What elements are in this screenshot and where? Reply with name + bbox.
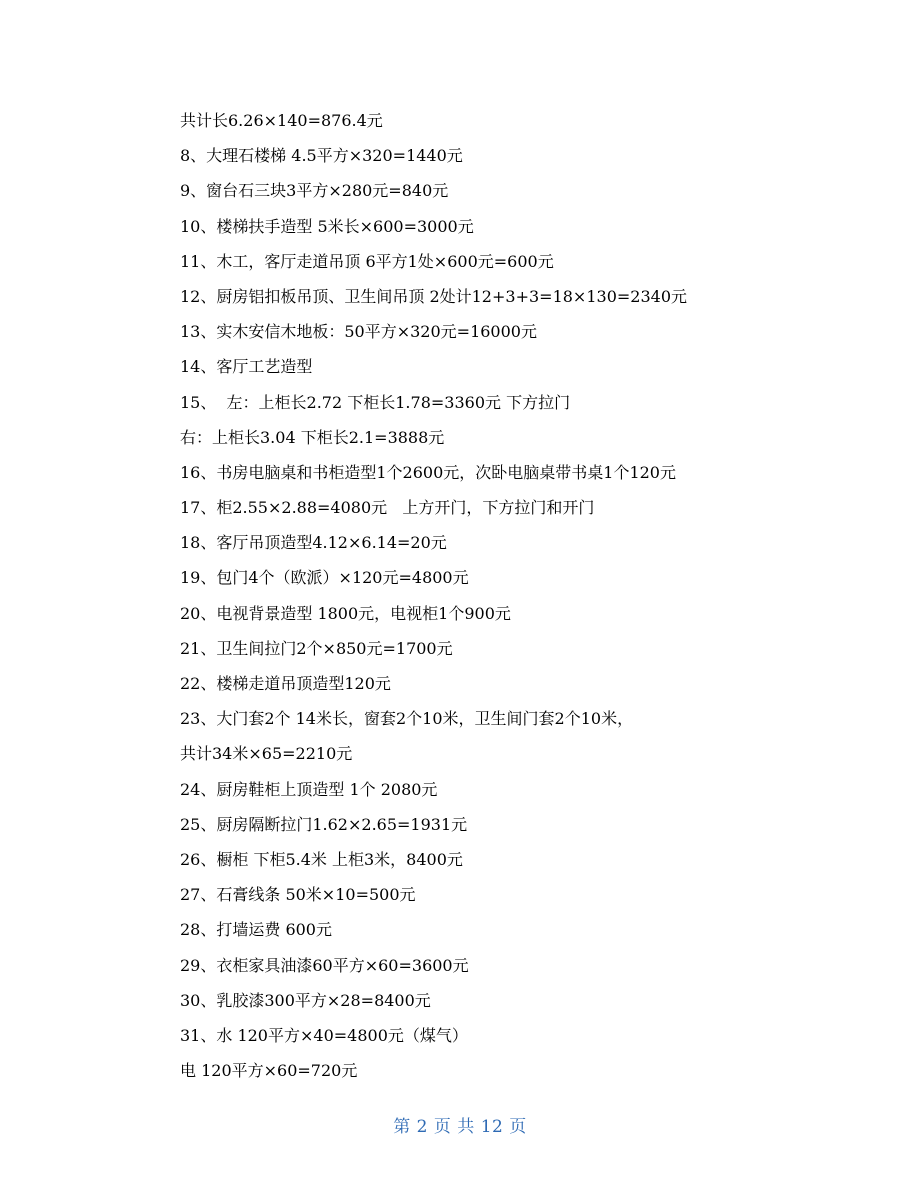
text-line: 21、卫生间拉门2个×850元=1700元 <box>180 638 453 658</box>
text-line: 18、客厅吊顶造型4.12×6.14=20元 <box>180 533 447 553</box>
text-line: 19、包门4个（欧派）×120元=4800元 <box>180 568 469 588</box>
page-number-footer: 第 2 页 共 12 页 <box>393 1117 527 1137</box>
text-line: 12、厨房铝扣板吊顶、卫生间吊顶 2处计12+3+3=18×130=2340元 <box>180 286 687 306</box>
text-line: 29、衣柜家具油漆60平方×60=3600元 <box>180 955 469 975</box>
text-line: 14、客厅工艺造型 <box>180 357 313 377</box>
text-line: 30、乳胶漆300平方×28=8400元 <box>180 990 431 1010</box>
document-body <box>180 103 880 1088</box>
text-line: 15、 左：上柜长2.72 下柜长1.78=3360元 下方拉门 <box>180 392 571 412</box>
text-line: 23、大门套2个 14米长，窗套2个10米，卫生间门套2个10米， <box>180 709 634 729</box>
text-line: 24、厨房鞋柜上顶造型 1个 2080元 <box>180 779 438 799</box>
text-line: 22、楼梯走道吊顶造型120元 <box>180 674 391 693</box>
text-line: 8、大理石楼梯 4.5平方×320=1440元 <box>180 146 463 166</box>
text-line: 31、水 120平方×40=4800元（煤气） <box>180 1025 468 1045</box>
text-line: 9、窗台石三块3平方×280元=840元 <box>180 181 449 201</box>
text-line: 27、石膏线条 50米×10=500元 <box>180 885 416 905</box>
text-line: 13、实木安信木地板：50平方×320元=16000元 <box>180 322 537 342</box>
text-line: 共计长6.26×140=876.4元 <box>180 111 383 130</box>
text-line: 电 120平方×60=720元 <box>180 1061 358 1081</box>
text-line: 共计34米×65=2210元 <box>180 744 353 764</box>
text-line: 右：上柜长3.04 下柜长2.1=3888元 <box>180 427 445 447</box>
text-line: 26、橱柜 下柜5.4米 上柜3米，8400元 <box>180 849 463 869</box>
text-line: 17、柜2.55×2.88=4080元 上方开门，下方拉门和开门 <box>180 498 595 518</box>
text-line: 25、厨房隔断拉门1.62×2.65=1931元 <box>180 814 468 834</box>
text-line: 11、木工，客厅走道吊顶 6平方1处×600元=600元 <box>180 251 554 271</box>
text-line: 16、书房电脑桌和书柜造型1个2600元，次卧电脑桌带书桌1个120元 <box>180 462 676 482</box>
text-line: 20、电视背景造型 1800元，电视柜1个900元 <box>180 603 511 623</box>
text-line: 28、打墙运费 600元 <box>180 920 332 940</box>
text-line: 10、楼梯扶手造型 5米长×600=3000元 <box>180 216 474 236</box>
